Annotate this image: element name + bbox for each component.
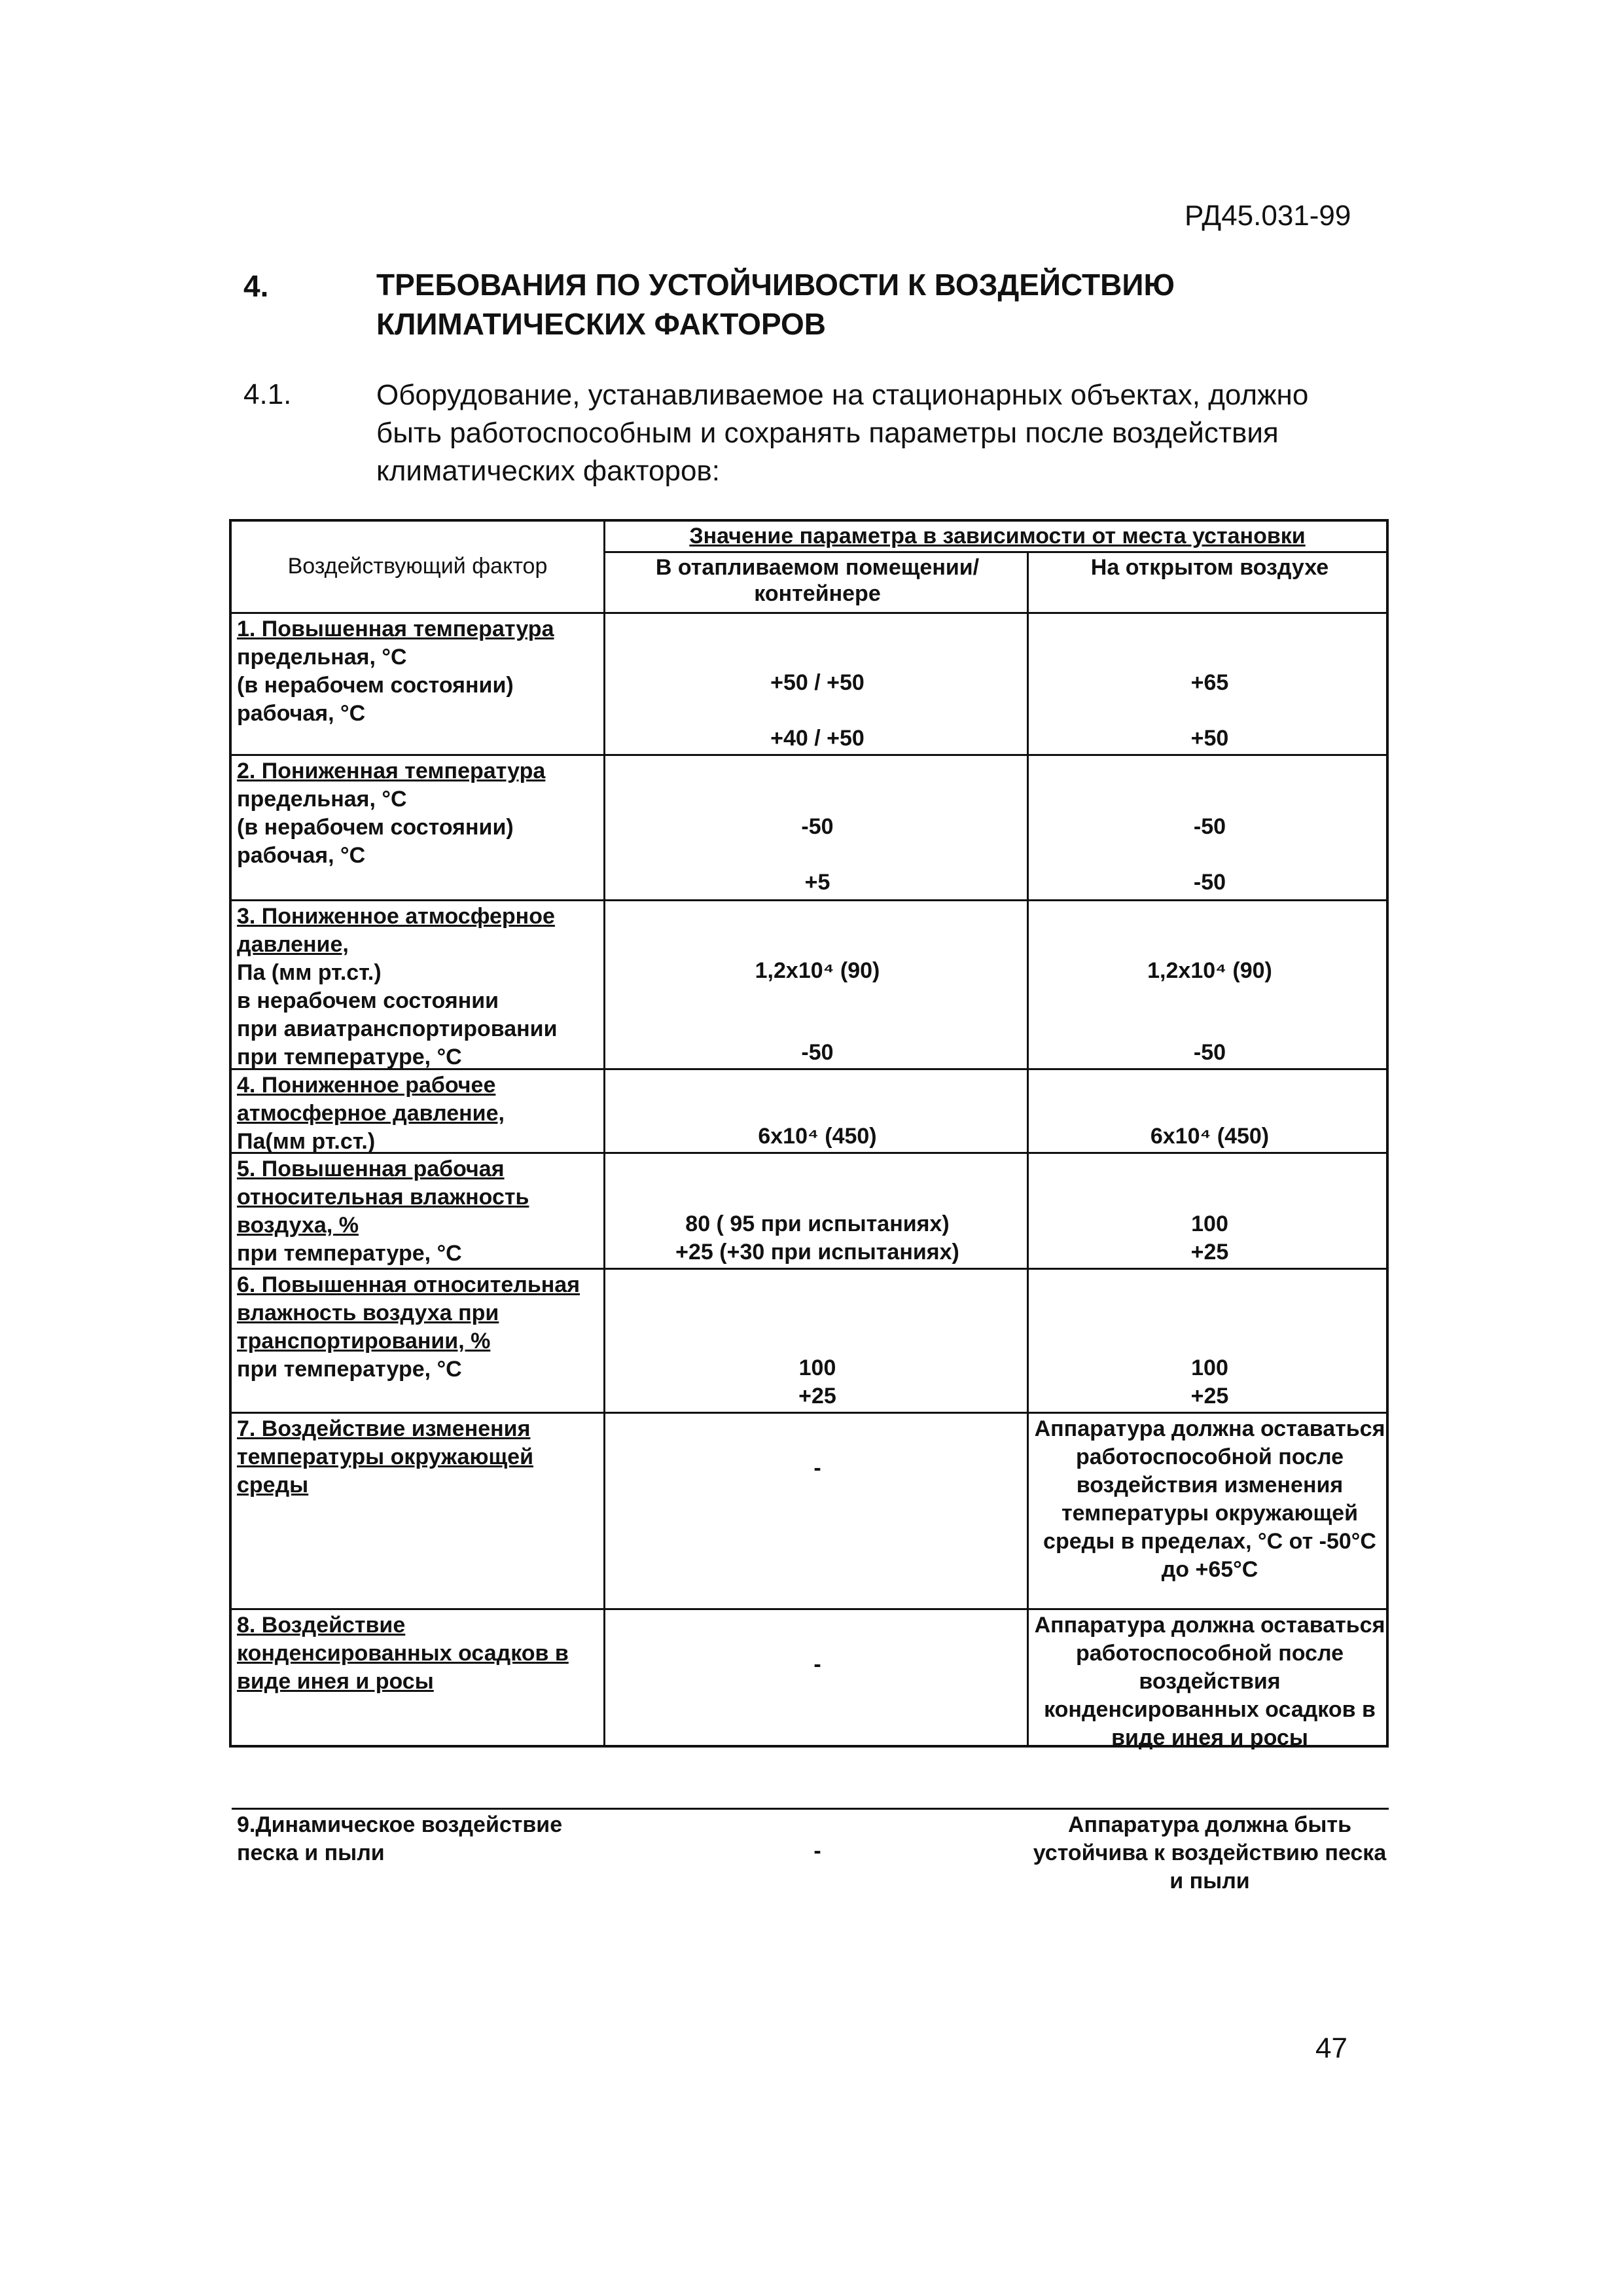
factor-line: Па (мм рт.ст.) bbox=[237, 960, 382, 985]
factor-cell bbox=[237, 1611, 600, 1696]
value-heated: 1,2x10⁴ (90) bbox=[755, 958, 880, 983]
row-divider bbox=[232, 754, 1389, 756]
value-outdoor: 100 bbox=[1191, 1355, 1228, 1380]
value-heated: - bbox=[813, 1839, 821, 1863]
factor-title: 9.Динамическое воздействие песка и пыли bbox=[237, 1812, 563, 1865]
value-heated: 100 bbox=[798, 1355, 836, 1380]
value-outdoor: +65 bbox=[1190, 670, 1229, 695]
factor-cell bbox=[237, 1155, 600, 1268]
header-group: Значение параметра в зависимости от места установки bbox=[689, 524, 1306, 548]
factor-cell bbox=[237, 615, 600, 728]
header-factor: Воздействующий фактор bbox=[287, 554, 548, 579]
factor-line: при температуре, °С bbox=[237, 1357, 462, 1382]
row-divider bbox=[232, 1608, 1389, 1610]
subsection-number: 4.1. bbox=[243, 378, 292, 410]
factor-line: Па(мм рт.ст.) bbox=[237, 1129, 376, 1154]
value-heated: 80 ( 95 при испытаниях) bbox=[685, 1211, 950, 1236]
row-divider bbox=[232, 1268, 1389, 1270]
value-heated: 6x10⁴ (450) bbox=[758, 1124, 877, 1149]
value-heated: +40 / +50 bbox=[770, 726, 865, 751]
factor-cell bbox=[237, 757, 600, 870]
factor-line: рабочая, °С bbox=[237, 843, 366, 868]
factor-cell bbox=[237, 1811, 600, 1867]
row-divider bbox=[603, 551, 1389, 553]
value-outdoor: Аппаратура должна быть устойчива к воздействию песка и пыли bbox=[1033, 1812, 1387, 1893]
factor-line: предельная, °С bbox=[237, 645, 407, 670]
factor-title: 5. Повышенная рабочая относительная влажность воздуха, % bbox=[237, 1157, 529, 1238]
value-outdoor: -50 bbox=[1193, 1040, 1226, 1065]
value-heated: - bbox=[813, 1456, 821, 1480]
column-divider bbox=[1027, 551, 1029, 1748]
document-code: РД45.031-99 bbox=[1185, 200, 1351, 232]
row-divider bbox=[232, 1808, 1389, 1810]
factor-cell bbox=[237, 1271, 600, 1384]
factor-line: предельная, °С bbox=[237, 787, 407, 812]
value-heated: - bbox=[813, 1652, 821, 1677]
page-number: 47 bbox=[1315, 2032, 1347, 2064]
factor-cell bbox=[237, 1415, 600, 1499]
value-outdoor: -50 bbox=[1193, 814, 1226, 839]
value-heated: -50 bbox=[801, 1040, 834, 1065]
value-outdoor: Аппаратура должна оставаться работоспособной после воздействия конденсированных осадков в виде инея и росы bbox=[1034, 1613, 1385, 1750]
climatic-factors-table bbox=[229, 519, 1389, 1893]
value-outdoor: +50 bbox=[1190, 726, 1229, 751]
factor-line: рабочая, °С bbox=[237, 701, 366, 726]
factor-title: 4. Пониженное рабочее атмосферное давление, bbox=[237, 1073, 505, 1126]
factor-title: 8. Воздействие конденсированных осадков в виде инея и росы bbox=[237, 1613, 569, 1694]
header-heated: В отапливаемом помещении/ контейнере bbox=[655, 555, 980, 606]
factor-cell bbox=[237, 1071, 600, 1156]
value-heated: +5 bbox=[804, 870, 830, 895]
value-outdoor: +25 bbox=[1190, 1240, 1229, 1265]
value-heated: +50 / +50 bbox=[770, 670, 865, 695]
row-divider bbox=[232, 612, 1389, 614]
value-outdoor: +25 bbox=[1190, 1384, 1229, 1408]
factor-cell bbox=[237, 903, 600, 1071]
value-heated: +25 (+30 при испытаниях) bbox=[675, 1240, 959, 1265]
factor-title: 6. Повышенная относительная влажность воздуха при транспортировании, % bbox=[237, 1272, 580, 1354]
factor-title: 2. Пониженная температура bbox=[237, 759, 546, 783]
factor-title: 7. Воздействие изменения температуры окружающей среды bbox=[237, 1416, 533, 1498]
value-outdoor: -50 bbox=[1193, 870, 1226, 895]
value-outdoor: 1,2x10⁴ (90) bbox=[1147, 958, 1272, 983]
section-number: 4. bbox=[243, 269, 269, 303]
factor-line: (в нерабочем состоянии) bbox=[237, 815, 514, 840]
factor-line: при авиатранспортировании bbox=[237, 1016, 558, 1041]
section-title: ТРЕБОВАНИЯ ПО УСТОЙЧИВОСТИ К ВОЗДЕЙСТВИЮ КЛИМАТИЧЕСКИХ ФАКТОРОВ bbox=[376, 268, 1175, 341]
column-divider bbox=[603, 522, 605, 1748]
value-outdoor: Аппаратура должна оставаться работоспособной после воздействия изменения температуры окружающей среды в пределах, °С от -50°С до +65°С bbox=[1034, 1416, 1385, 1582]
value-outdoor: 6x10⁴ (450) bbox=[1150, 1124, 1270, 1149]
value-heated: +25 bbox=[798, 1384, 836, 1408]
factor-title: 1. Повышенная температура bbox=[237, 617, 554, 641]
factor-title: 3. Пониженное атмосферное давление, bbox=[237, 904, 555, 957]
header-outdoor: На открытом воздухе bbox=[1090, 555, 1329, 580]
factor-line: в нерабочем состоянии bbox=[237, 988, 499, 1013]
factor-line: при температуре, °С bbox=[237, 1241, 462, 1266]
subsection-text: Оборудование, устанавливаемое на стационарных объектах, должно быть работоспособным и сохранять параметры после воздействия климатических факторов: bbox=[376, 379, 1309, 487]
value-heated: -50 bbox=[801, 814, 834, 839]
row-divider bbox=[232, 899, 1389, 901]
factor-line: (в нерабочем состоянии) bbox=[237, 673, 514, 698]
row-divider bbox=[232, 1412, 1389, 1414]
value-outdoor: 100 bbox=[1191, 1211, 1228, 1236]
factor-line: при температуре, °С bbox=[237, 1045, 462, 1069]
